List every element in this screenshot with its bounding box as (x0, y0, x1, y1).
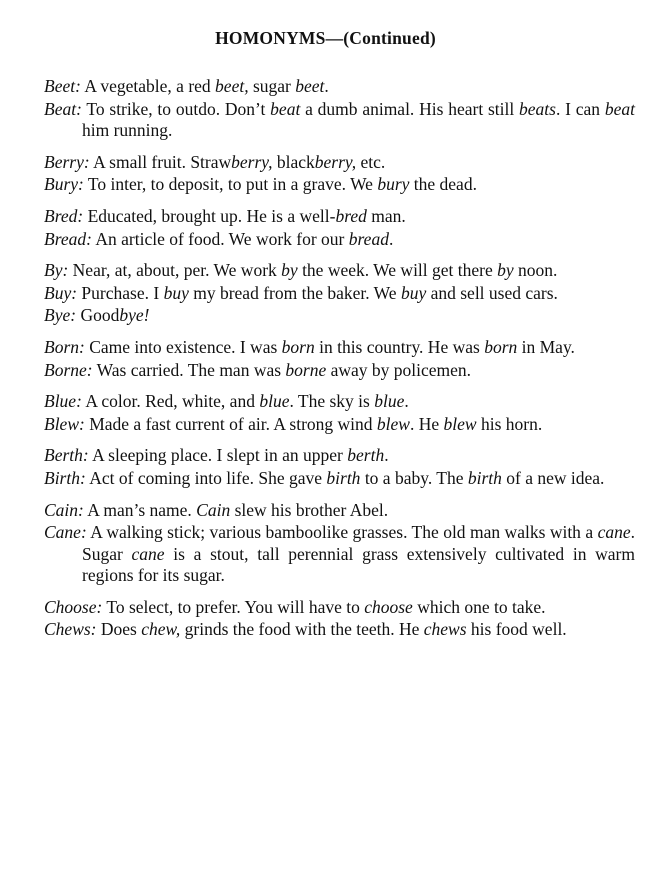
example-word: blue (259, 391, 290, 412)
homonym-term: Beat: (44, 98, 82, 119)
definition-text: a dumb animal. His heart still (300, 98, 520, 119)
definition-text: . He (409, 413, 444, 434)
homonym-term: Born: (44, 336, 85, 357)
homonym-group (0, 206, 651, 250)
example-word: beats (519, 98, 556, 119)
homonym-group (0, 76, 651, 142)
definition-text: . (404, 391, 409, 412)
definition-text: Was carried. The man was (92, 359, 286, 380)
definition-text: . (384, 445, 389, 466)
homonym-entry (44, 597, 635, 619)
definition-text: . (388, 228, 394, 249)
homonym-term: Berry: (44, 151, 90, 172)
definition-text: black (272, 151, 315, 172)
homonym-entry (44, 445, 635, 467)
example-word: birth (326, 467, 361, 488)
definition-text: Made a fast current of air. A strong wind (84, 413, 377, 434)
definition-text: . (324, 76, 329, 96)
definition-text: . I can (555, 98, 605, 119)
definition-text: my bread from the baker. We (188, 282, 401, 303)
example-word: buy (400, 282, 427, 303)
example-word: blue (374, 391, 405, 412)
definition-text: and sell used cars. (426, 282, 558, 303)
example-word: berry, (231, 151, 273, 172)
homonym-entry (44, 152, 635, 174)
homonym-group (0, 597, 651, 641)
homonym-entry (44, 414, 635, 436)
example-word: bye! (119, 305, 150, 326)
homonym-term: Cain: (44, 499, 84, 520)
definition-text: Does (96, 619, 142, 640)
homonym-term: Bread: (44, 228, 92, 249)
homonym-entry (44, 305, 635, 327)
example-word: cane (597, 522, 631, 543)
example-word: choose (364, 596, 413, 617)
homonym-term: Buy: (44, 282, 78, 303)
homonym-entry (44, 391, 635, 413)
definition-text: Act of coming into life. She gave (85, 467, 327, 488)
definition-text: away by policemen. (326, 359, 472, 380)
example-word: berry, (314, 151, 357, 172)
example-word: berth (347, 445, 385, 466)
homonym-group (0, 337, 651, 381)
definition-text: Came into existence. I was (84, 336, 282, 357)
definition-text: Educated, brought up. He is a well- (83, 205, 336, 226)
homonym-term: Birth: (44, 467, 86, 488)
definition-text: slew his brother Abel. (230, 499, 389, 520)
definition-text: Purchase. I (77, 282, 164, 303)
homonym-group (0, 500, 651, 587)
example-word: birth (467, 467, 502, 488)
example-word: beet (295, 76, 325, 96)
definition-text: in May. (517, 336, 575, 357)
definition-text: his horn. (476, 413, 543, 434)
example-word: by (281, 260, 298, 281)
example-word: bury (377, 174, 410, 195)
definition-text: Good (76, 305, 120, 326)
definition-text: of a new idea. (501, 467, 605, 488)
homonym-entry (44, 619, 635, 641)
definition-text: etc. (356, 151, 386, 172)
example-word: bread (348, 228, 389, 249)
example-word: blew (443, 413, 477, 434)
definition-text: the week. We will get there (297, 260, 498, 281)
definition-text: A walking stick; various bamboolike grasses. The old man walks with a (86, 522, 598, 543)
homonym-term: Berth: (44, 445, 89, 466)
homonym-group (0, 445, 651, 489)
example-word: blew (376, 413, 410, 434)
example-word: beet, (215, 76, 249, 96)
homonym-entry (44, 206, 635, 228)
example-word: buy (163, 282, 189, 303)
definition-text: is a stout, tall perennial grass extensively cultivated in warm regions for its sugar. (82, 543, 635, 586)
definition-text: A color. Red, white, and (81, 391, 260, 412)
example-word: beat (270, 98, 301, 119)
definition-text: his food well. (466, 619, 567, 640)
definition-text: the dead. (409, 174, 477, 195)
definition-text: him running. (82, 120, 173, 141)
homonym-term: Chews: (44, 619, 97, 640)
example-word: Cain (196, 499, 231, 520)
example-word: born (281, 336, 315, 357)
homonym-entry (44, 260, 635, 282)
homonym-entry (44, 337, 635, 359)
homonym-group (0, 152, 651, 196)
homonym-entry (44, 360, 635, 382)
definition-text: sugar (248, 76, 296, 96)
definition-text: A sleeping place. I slept in an upper (88, 445, 348, 466)
definition-text: A small fruit. Straw (89, 151, 232, 172)
definition-text: To select, to prefer. You will have to (102, 596, 365, 617)
homonym-term: Bury: (44, 174, 84, 195)
homonym-term: Blue: (44, 391, 82, 412)
homonym-term: Blew: (44, 413, 85, 434)
example-word: beat (604, 98, 635, 119)
example-word: borne (285, 359, 327, 380)
homonym-list (0, 76, 651, 651)
example-word: bred (335, 205, 367, 226)
homonym-entry (44, 283, 635, 305)
example-word: born (484, 336, 518, 357)
homonym-entry (44, 76, 635, 98)
homonym-term: Beet: (44, 76, 81, 96)
homonym-entry (44, 522, 635, 587)
homonym-term: Choose: (44, 596, 103, 617)
definition-text: in this country. He was (314, 336, 485, 357)
page-title: HOMONYMS—(Continued) (215, 28, 436, 48)
homonym-entry (44, 229, 635, 251)
homonym-term: Bred: (44, 205, 84, 226)
homonym-entry (44, 500, 635, 522)
definition-text: An article of food. We work for our (91, 228, 349, 249)
definition-text: noon. (513, 260, 558, 281)
definition-text: . Sugar (82, 522, 635, 564)
homonym-term: By: (44, 260, 69, 281)
example-word: cane (131, 543, 165, 564)
homonym-term: Borne: (44, 359, 93, 380)
definition-text: To strike, to outdo. Don’t (81, 98, 271, 119)
definition-text: man. (366, 205, 406, 226)
homonym-group (0, 391, 651, 435)
definition-text: To inter, to deposit, to put in a grave. We (83, 174, 378, 195)
example-word: chews (423, 619, 467, 640)
definition-text: which one to take. (412, 596, 546, 617)
definition-text: grinds the food with the teeth. He (180, 619, 424, 640)
example-word: by (497, 260, 514, 281)
definition-text: A vegetable, a red (80, 76, 216, 96)
definition-text: Near, at, about, per. We work (68, 260, 282, 281)
definition-text: A man’s name. (83, 499, 197, 520)
definition-text: to a baby. The (360, 467, 468, 488)
homonym-group (0, 260, 651, 327)
definition-text: . The sky is (289, 391, 375, 412)
homonym-entry (44, 468, 635, 490)
homonym-entry (44, 99, 635, 142)
homonym-term: Cane: (44, 522, 87, 543)
example-word: chew, (141, 619, 181, 640)
homonym-entry (44, 174, 635, 196)
homonym-term: Bye: (44, 305, 77, 326)
